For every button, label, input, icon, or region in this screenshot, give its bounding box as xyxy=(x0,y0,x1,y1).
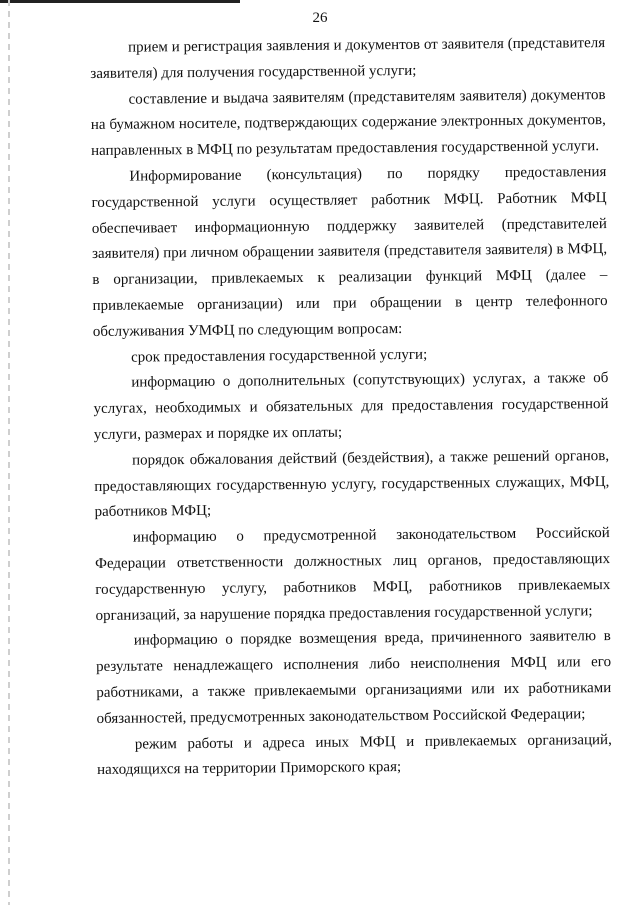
paragraph-reception: прием и регистрация заявления и документов от заявителя (представителя заявителя) для получения государственной услуги; xyxy=(90,35,606,82)
scan-edge-top xyxy=(0,0,240,3)
paragraph-appeal-procedure: порядок обжалования действий (бездействия), а также решений органов, предоставляющих государственную услугу, государственных служащих, МФЦ, работников МФЦ; xyxy=(94,447,610,521)
page-number: 26 xyxy=(312,10,328,26)
paragraph-term: срок предоставления государственной услуги; xyxy=(131,346,428,366)
paragraph-additional-services: информацию о дополнительных (сопутствующих) услугах, а также об услугах, необходимых и обязательных для предоставления государственной услуги, размерах и порядке их оплаты; xyxy=(93,370,609,443)
paragraph-damage-compensation: информацию о порядке возмещения вреда, причиненного заявителю в результате ненадлежащего исполнения либо неисполнения МФЦ или его работниками, а также привлекаемыми организациями или их работниками обязанностей, предусмотренных законодательством Российской Федерации; xyxy=(95,628,612,727)
body-text xyxy=(90,31,612,784)
paragraph-liability: информацию о предусмотренной законодательством Российской Федерации ответственности должностных лиц органов, предоставляющих государственную услугу, работников МФЦ, работников привлекаемых организаций, за нарушение порядка предоставления государственной услуги; xyxy=(94,525,611,624)
paragraph-informing: Информирование (консультация) по порядку предоставления государственной услуги осуществляет работник МФЦ. Работник МФЦ обеспечивает информационную поддержку заявителей (представителей заявителя) при личном обращении заявителя (представителя заявителя) в МФЦ, в организации, привлекаемых к реализации функций МФЦ (далее – привлекаемые организации) или при обращении в центр телефонного обслуживания УМФЦ по следующим вопросам: xyxy=(91,164,608,340)
paragraph-working-hours: режим работы и адреса иных МФЦ и привлекаемых организаций, находящихся на территории Приморского края; xyxy=(96,731,612,779)
scan-edge-left xyxy=(8,0,10,905)
paragraph-paper-documents: составление и выдача заявителям (представителям заявителя) документов на бумажном носителе, подтверждающих содержание электронных документов, направленных в МФЦ по результатам предоставления государственной услуги. xyxy=(90,86,606,160)
